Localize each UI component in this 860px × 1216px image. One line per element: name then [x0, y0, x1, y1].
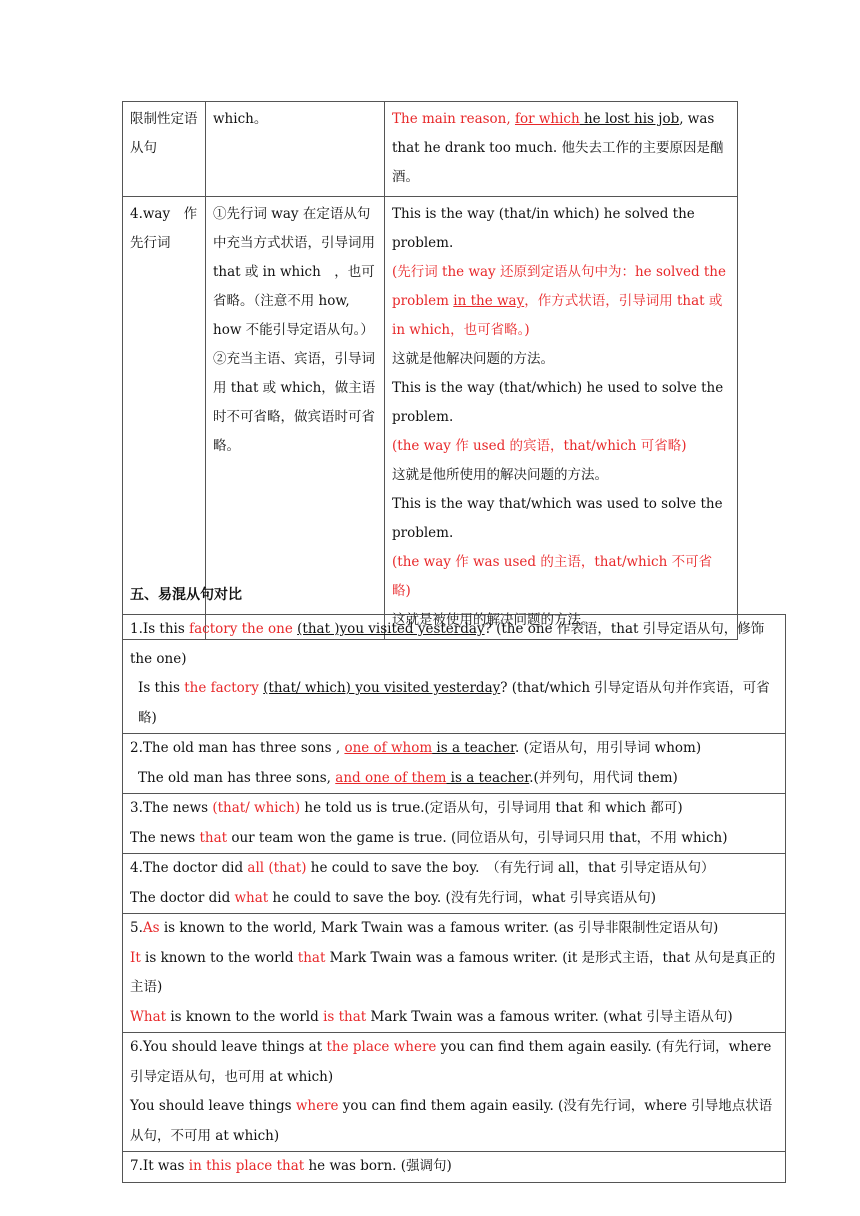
example-translation: 这就是他所使用的解决问题的方法。 — [392, 467, 608, 483]
table-row — [123, 794, 786, 854]
comparison-line: 6.You should leave things at the place where you can find them again easily. (有先行词，where 引导定语从句，也可用 at which) — [130, 1039, 772, 1085]
table-row — [123, 1152, 786, 1183]
example-translation: 这就是被使用的解决问题的方法。 — [392, 612, 595, 628]
comparison-line: 2.The old man has three sons , one of whom is a teacher. (定语从句，用引导词 whom) — [130, 740, 702, 756]
table-row — [123, 914, 786, 1033]
example-sentence: This is the way (that/which) he used to solve the problem. — [392, 380, 724, 425]
comparison-table — [122, 614, 786, 1183]
table-row — [123, 734, 786, 794]
section-title: 五、易混从句对比 — [130, 587, 242, 603]
table-row — [123, 1033, 786, 1152]
example-translation: 这就是他解决问题的方法。 — [392, 351, 554, 367]
example-sentence: This is the way that/which was used to solve the problem. — [392, 496, 723, 541]
comparison-line: The doctor did what he could to save the boy. (没有先行词，what 引导宾语从句) — [130, 889, 656, 906]
example-cell — [385, 102, 738, 197]
example-text: The main reason, for which he lost his job, was that he drank too much. 他失去工作的主要原因是酗酒。 — [392, 111, 724, 185]
comparison-cell — [123, 794, 786, 854]
rule-cell: which。 — [206, 102, 385, 197]
table-row — [123, 102, 738, 197]
row-heading: 4.way 作先行词 — [123, 197, 206, 640]
comparison-line: What is known to the world is that Mark Twain was a famous writer. (what 引导主语从句) — [130, 1008, 733, 1025]
comparison-line: 5.As is known to the world, Mark Twain was a famous writer. (as 引导非限制性定语从句) — [130, 920, 719, 936]
comparison-line: 3.The news (that/ which) he told us is true.(定语从句，引导词用 that 和 which 都可) — [130, 800, 683, 816]
comparison-cell — [123, 734, 786, 794]
row-heading: 限制性定语从句 — [123, 102, 206, 197]
example-cell — [385, 197, 738, 640]
comparison-cell — [123, 914, 786, 1033]
comparison-line: Is this the factory (that/ which) you visited yesterday? (that/which 引导定语从句并作宾语，可省略) — [138, 680, 770, 726]
comparison-cell — [123, 854, 786, 914]
comparison-line: 4.The doctor did all (that) he could to save the boy. （有先行词 all，that 引导定语从句） — [130, 860, 715, 876]
comparison-line: 1.Is this factory the one (that )you visited yesterday? (the one 作表语，that 引导定语从句，修饰 the one) — [130, 621, 765, 667]
comparison-cell — [123, 1033, 786, 1152]
comparison-line: It is known to the world that Mark Twain was a famous writer. (it 是形式主语，that 从句是真正的主语) — [130, 949, 776, 995]
example-note: (先行词 the way 还原到定语从句中为：he solved the problem in the way，作方式状语，引导词用 that 或 in which，也可省略。) — [392, 264, 726, 338]
rule-text: ①先行词 way 在定语从句中充当方式状语，引导词用 that 或 in which ，也可省略。（注意不用 how, how 不能引导定语从句。） — [213, 206, 375, 338]
grammar-table — [122, 101, 738, 640]
table-row — [123, 615, 786, 734]
comparison-line: 7.It was in this place that he was born. (强调句) — [130, 1158, 452, 1174]
comparison-line: You should leave things where you can find them again easily. (没有先行词，where 引导地点状语从句，不可用 at which) — [130, 1098, 773, 1144]
comparison-cell — [123, 1152, 786, 1183]
table-row — [123, 197, 738, 640]
comparison-cell — [123, 615, 786, 734]
table-row — [123, 854, 786, 914]
rule-text: ②充当主语、宾语，引导词用 that 或 which，做主语时不可省略，做宾语时可省略。 — [213, 351, 376, 454]
comparison-line: The news that our team won the game is true. (同位语从句，引导词只用 that，不用 which) — [130, 829, 728, 846]
example-note: (the way 作 was used 的主语，that/which 不可省略) — [392, 554, 713, 599]
example-sentence: This is the way (that/in which) he solved the problem. — [392, 206, 695, 251]
example-note: (the way 作 used 的宾语，that/which 可省略) — [392, 438, 687, 454]
rule-cell — [206, 197, 385, 640]
comparison-line: The old man has three sons, and one of them is a teacher.(并列句，用代词 them) — [138, 769, 678, 786]
